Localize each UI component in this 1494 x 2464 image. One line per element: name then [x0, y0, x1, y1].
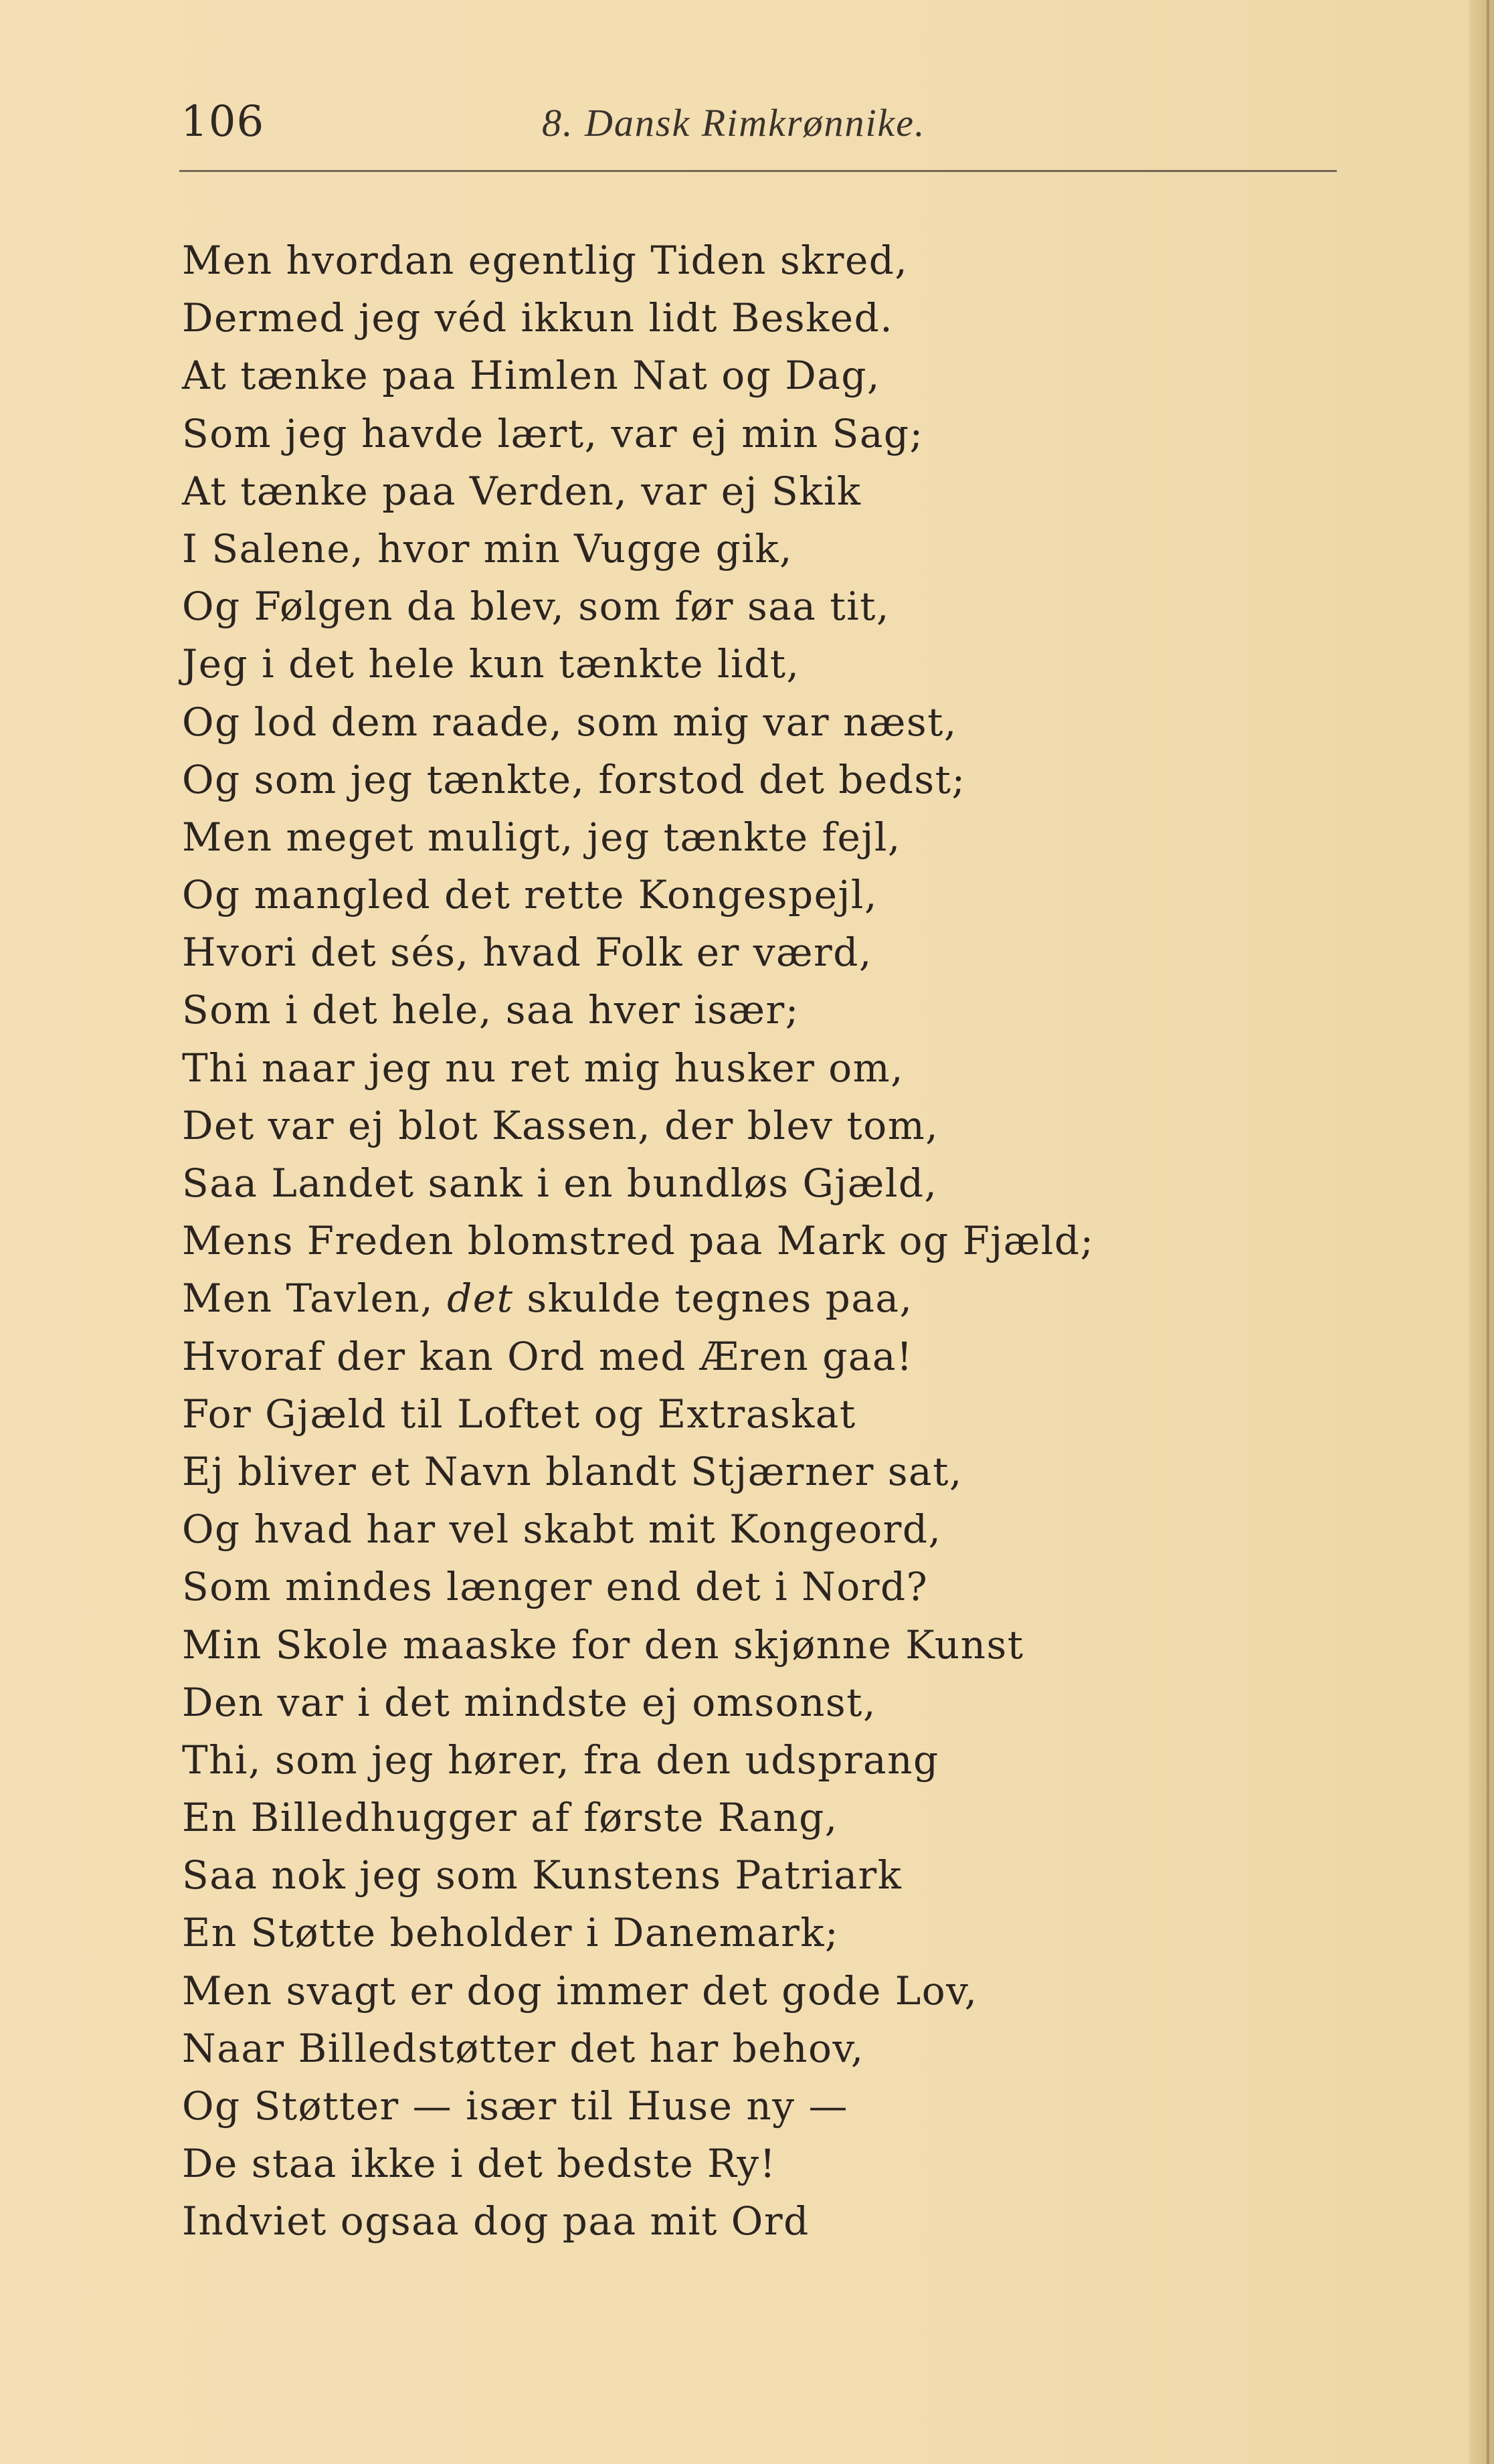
italic-word: det	[447, 1275, 514, 1322]
poem-line: Ej bliver et Navn blandt Stjærner sat,	[182, 1448, 963, 1494]
poem-line: Og som jeg tænkte, forstod det bedst;	[182, 756, 966, 802]
poem-line: Jeg i det hele kun tænkte lidt,	[182, 641, 800, 687]
poem-line: At tænke paa Himlen Nat og Dag,	[182, 353, 880, 399]
page-edge-shadow	[1469, 0, 1494, 2464]
poem-line: Men Tavlen, det skulde tegnes paa,	[182, 1275, 913, 1322]
poem-line: Og lod dem raade, som mig var næst,	[182, 699, 957, 745]
poem-line: Men meget muligt, jeg tænkte fejl,	[182, 814, 901, 860]
poem-line: Naar Billedstøtter det har behov,	[182, 2025, 864, 2071]
poem-line: Min Skole maaske for den skjønne Kunst	[182, 1621, 1024, 1668]
poem-line: De staa ikke i det bedste Ry!	[182, 2141, 777, 2187]
poem-line: En Støtte beholder i Danemark;	[182, 1910, 840, 1956]
poem-line: En Billedhugger af første Rang,	[182, 1795, 838, 1841]
poem-line: Dermed jeg véd ikkun lidt Besked.	[182, 295, 894, 341]
poem-line: Mens Freden blomstred paa Mark og Fjæld;	[182, 1218, 1095, 1264]
poem-line: Og Støtter — især til Huse ny —	[182, 2083, 848, 2129]
poem-line: Indviet ogsaa dog paa mit Ord	[182, 2198, 810, 2245]
poem-line: Som mindes længer end det i Nord?	[182, 1564, 929, 1610]
poem-line: Men hvordan egentlig Tiden skred,	[182, 238, 909, 283]
poem-line: Og mangled det rette Kongespejl,	[182, 872, 878, 918]
poem-line: Thi, som jeg hører, fra den udsprang	[182, 1737, 939, 1783]
header-rule	[179, 170, 1337, 172]
poem-line: Og Følgen da blev, som før saa tit,	[182, 584, 890, 630]
poem-line: Den var i det mindste ej omsonst,	[182, 1679, 876, 1725]
poem-line: Saa Landet sank i en bundløs Gjæld,	[182, 1160, 938, 1206]
page-number: 106	[181, 97, 265, 147]
poem-line: Som jeg havde lært, var ej min Sag;	[182, 410, 924, 456]
poem-line: I Salene, hvor min Vugge gik,	[182, 525, 793, 571]
poem-line: Thi naar jeg nu ret mig husker om,	[182, 1045, 905, 1091]
poem-line: Som i det hele, saa hver især;	[182, 987, 800, 1033]
running-head: 8. Dansk Rimkrønnike.	[542, 101, 926, 145]
poem-line: Hvoraf der kan Ord med Æren gaa!	[182, 1333, 913, 1379]
page-edge-line	[1487, 0, 1489, 2464]
poem-text	[182, 232, 1453, 2251]
poem-line: At tænke paa Verden, var ej Skik	[182, 468, 862, 514]
poem-line: Men svagt er dog immer det gode Lov,	[182, 1967, 978, 2014]
page-header	[181, 87, 1338, 147]
poem-line: For Gjæld til Loftet og Extraskat	[182, 1391, 856, 1437]
poem-line: Det var ej blot Kassen, der blev tom,	[182, 1102, 939, 1148]
poem-line: Hvori det sés, hvad Folk er værd,	[182, 930, 872, 976]
poem-line: Saa nok jeg som Kunstens Patriark	[182, 1852, 903, 1899]
poem-line: Og hvad har vel skabt mit Kongeord,	[182, 1506, 942, 1553]
